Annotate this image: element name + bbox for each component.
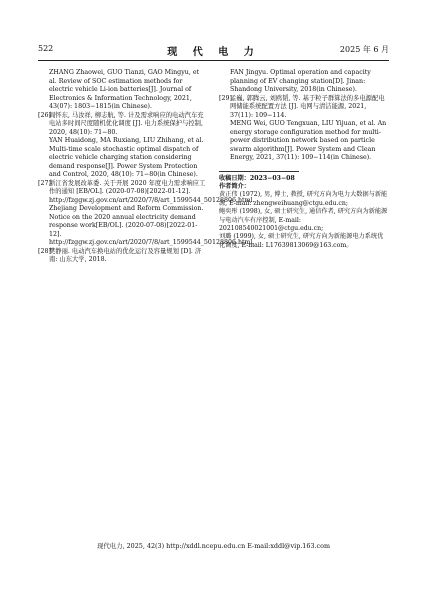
reference-number: [28] bbox=[38, 247, 51, 255]
reference-item bbox=[219, 69, 389, 95]
page-number: 522 bbox=[38, 44, 54, 53]
reference-text: YAN Huaidong, MA Ruxiang, LIU Zhihang, et al. Multi-time scale stochastic optimal dispatch of electric vehicle charging station considering demand response[J]. Power System Protection and Control, 2020, 48(10): 71−80(in Chinese). bbox=[49, 137, 204, 178]
reference-text: FAN Jingyu. Optimal operation and capacity planning of EV changing station[D]. Jinan: Shandong University, 2018(in Chinese). bbox=[230, 69, 371, 93]
page-header bbox=[38, 44, 389, 58]
right-column bbox=[219, 69, 389, 250]
author-bio: 鲍奕彤 (1998), 女, 硕士研究生, 通信作者, 研究方向为新能源与电动汽车有序控制, E-mail: 202108540021001@ctgu.edu.cn; bbox=[219, 208, 388, 232]
reference-number: [26] bbox=[38, 111, 51, 119]
reference-number: [27] bbox=[38, 179, 51, 187]
author-bio: 黄正伟 (1972), 男, 博士, 教授, 研究方向为电力大数据与新能源, E-mail: zhengweihuang@ctgu.edu.cn; bbox=[219, 191, 388, 207]
reference-text: 樊静丽. 电动汽车换电站的优化运行及容量规划 [D]. 济南: 山东大学, 2018. bbox=[49, 247, 202, 263]
author-bio: 刘璐 (1999), 女, 硕士研究生, 研究方向为新能源电力系统优化调度, E-mail: L17639813069@163.com。 bbox=[219, 233, 384, 249]
reference-text: Zhejiang Development and Reform Commission. Notice on the 2020 annual electricity demand response work[EB/OL]. (2020-07-08)[2022-01-12]. http://fzggw.zj.gov.cn/art/2020/7/8/art_1599544_50128806.html. bbox=[49, 205, 255, 246]
author-info-heading: 作者简介： bbox=[219, 182, 250, 190]
header-rule bbox=[38, 60, 389, 61]
reference-text: 阎怀东, 马汝祥, 柳志航, 等. 计及需求响应的电动汽车充电站多时间尺度随机优化调度 [J]. 电力系统保护与控制, 2020, 48(10): 71−80. bbox=[49, 111, 204, 136]
issue-date: 2025 年 6 月 bbox=[339, 45, 389, 54]
reference-number: [29] bbox=[219, 94, 232, 102]
journal-title: 现 代 电 力 bbox=[167, 47, 260, 58]
reference-text: 孟巍, 郭腾云, 刘鸥韬, 等. 基于粒子群算法的多电源配电网储能系统配置方法 [J]. 电网与清洁能源, 2021, 37(11): 109−114. bbox=[230, 94, 385, 119]
reference-text: MENG Wei, GUO Tengxuan, LIU Yijuan, et al. An energy storage configuration method for multi-power distribution network based on particle swarm algorithm[J]. Power System and Clean Energy, 2021, 37(11): 109−114(in Chinese). bbox=[230, 120, 387, 161]
reference-item bbox=[38, 112, 208, 180]
reference-item bbox=[38, 248, 208, 265]
reference-item bbox=[219, 95, 389, 163]
reference-text: 浙江省发展改革委. 关于开展 2020 年度电力需求响应工作的通知 [EB/OL]. (2020-07-08)[2022-01-12]. http://fzggw.zj.gov.cn/art/2020/7/8/art_1599544_50128806.html. bbox=[49, 179, 255, 204]
footnote-rule bbox=[219, 171, 299, 172]
page-footer: 现代电力, 2025, 42(3) http://xddl.ncepu.edu.cn E-mail:xddl@vip.163.com bbox=[96, 542, 331, 550]
received-date: 收稿日期：2023−03−08 bbox=[219, 174, 295, 182]
reference-item bbox=[38, 69, 208, 112]
reference-text: ZHANG Zhaowei, GUO Tianzi, GAO Mingyu, et al. Review of SOC estimation methods for electric vehicle Li-ion batteries[J]. Journal of Electronics & Information Technology, 2021, 43(07): 1803−1815(in Chinese). bbox=[49, 69, 200, 110]
